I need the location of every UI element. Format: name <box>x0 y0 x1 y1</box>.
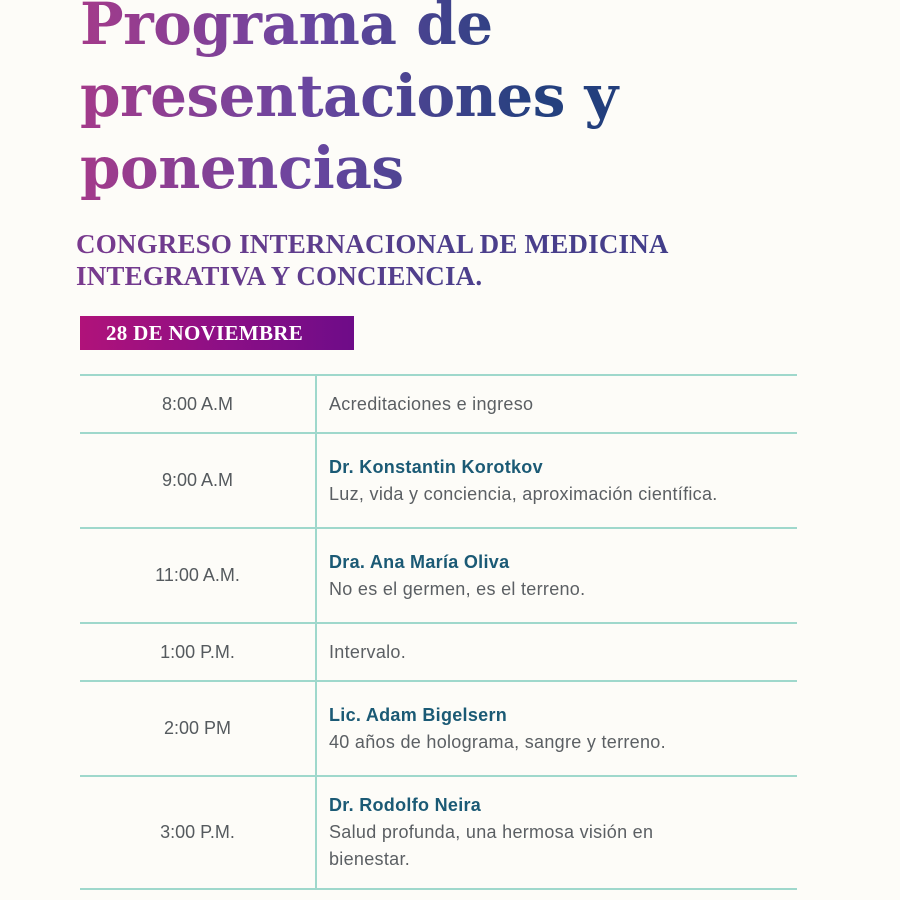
schedule-row <box>80 375 797 433</box>
speaker-name: Dr. Rodolfo Neira <box>329 795 482 815</box>
talk-title: Intervalo. <box>329 641 407 662</box>
title-line: ponencias <box>80 134 404 202</box>
talk-title: No es el germen, es el terreno. <box>329 578 586 599</box>
speaker-name: Dr. Konstantin Korotkov <box>329 456 543 477</box>
schedule-entry <box>316 433 797 528</box>
schedule-time: 3:00 P.M. <box>80 776 316 889</box>
schedule-time: 8:00 A.M <box>80 375 316 433</box>
talk-title: Salud profunda, una hermosa visión en bienestar. <box>329 822 654 869</box>
schedule-row <box>80 681 797 776</box>
schedule-entry <box>316 623 797 681</box>
schedule-row <box>80 623 797 681</box>
date-badge: 28 DE NOVIEMBRE <box>80 316 354 350</box>
schedule-row <box>80 528 797 623</box>
schedule-entry <box>316 681 797 776</box>
speaker-name: Dra. Ana María Oliva <box>329 551 510 572</box>
schedule-table <box>80 374 797 890</box>
schedule-time: 1:00 P.M. <box>80 623 316 681</box>
congress-subtitle <box>76 228 796 292</box>
talk-title: Luz, vida y conciencia, aproximación científica. <box>329 483 718 504</box>
schedule-time: 9:00 A.M <box>80 433 316 528</box>
subtitle-line: INTEGRATIVA Y CONCIENCIA. <box>76 261 483 291</box>
schedule-row <box>80 433 797 528</box>
speaker-name: Lic. Adam Bigelsern <box>329 704 508 725</box>
schedule-entry <box>316 375 797 433</box>
schedule-time: 2:00 PM <box>80 681 316 776</box>
title-line: Programa de <box>80 0 493 58</box>
talk-title: 40 años de holograma, sangre y terreno. <box>329 731 666 752</box>
page-title <box>80 0 840 204</box>
schedule-row <box>80 776 797 889</box>
talk-title: Acreditaciones e ingreso <box>329 393 534 414</box>
subtitle-line: CONGRESO INTERNACIONAL DE MEDICINA <box>76 229 669 259</box>
schedule-time: 11:00 A.M. <box>80 528 316 623</box>
title-line: presentaciones y <box>80 62 618 130</box>
schedule-entry <box>316 528 797 623</box>
schedule-entry <box>316 776 797 889</box>
